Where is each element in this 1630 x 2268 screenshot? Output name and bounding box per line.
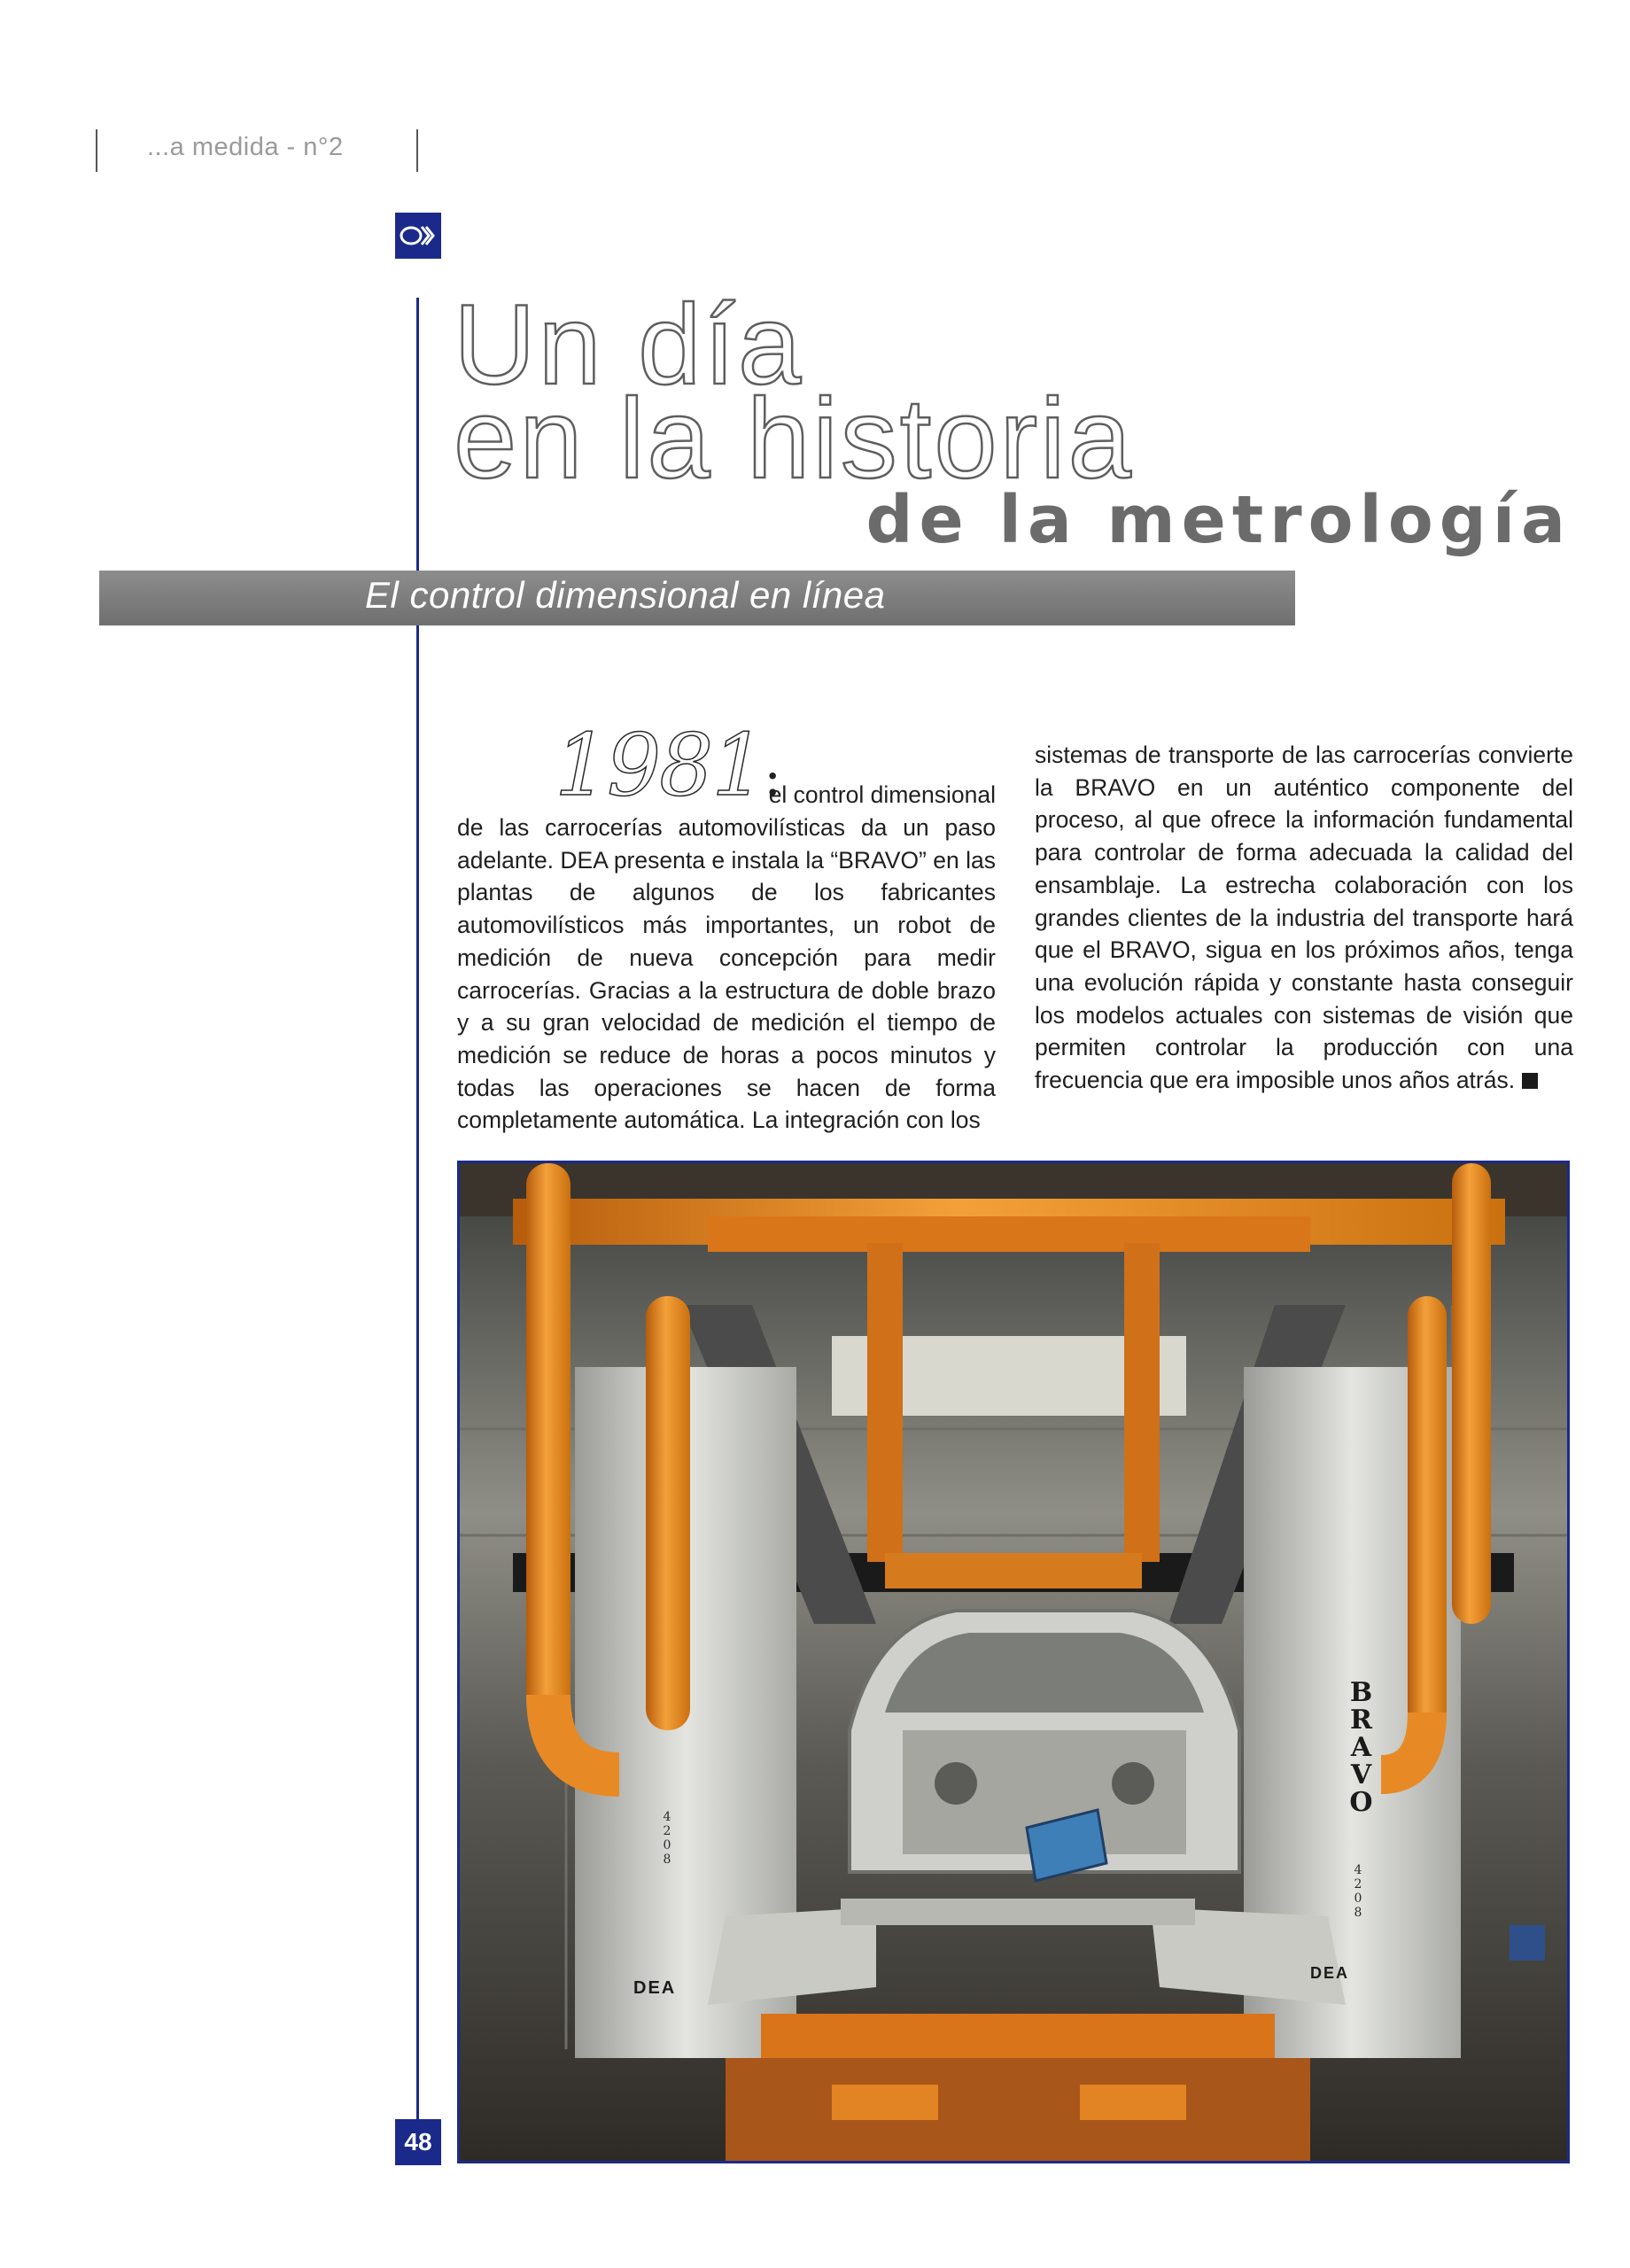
page-title-line-2: en la historia xyxy=(454,376,1134,502)
subtitle: El control dimensional en línea xyxy=(365,574,886,616)
header-divider-right xyxy=(416,129,418,172)
article-lead: el control dimensional xyxy=(768,781,996,809)
page-title-line-3: de la metrología xyxy=(865,482,1572,558)
year-dropcap xyxy=(555,716,780,815)
dea-logo-left: DEA xyxy=(633,1978,677,1998)
left-column-model-label: 4208 xyxy=(660,1810,674,1867)
year-colon: : xyxy=(764,747,780,807)
bravo-measuring-robot-illustration xyxy=(460,1163,1567,2161)
chevron-arrows-icon xyxy=(399,222,438,249)
running-header: ...a medida - n°2 xyxy=(147,133,344,161)
article-left-text: de las carrocerías automovilísticas da un paso adelante. DEA presenta e instala la “BRAVO” en las plantas de algunos de los fabricantes automovilísticos más importantes, un robot de medición de nueva concepción para medir carrocerías. Gracias a la estructura de doble brazo y a su gran velocidad de medición el tiempo de medición se reduce de horas a pocos minutos y todas las operaciones se hacen de forma completamente automática. La integración con los xyxy=(457,814,996,1134)
year-number: 1981 xyxy=(555,716,765,815)
header-divider-left xyxy=(96,129,97,172)
factory-photo xyxy=(457,1161,1570,2163)
bravo-label: BRAVO xyxy=(1346,1677,1377,1814)
article-first-line xyxy=(457,716,996,815)
section-logo xyxy=(395,213,441,259)
article-column-left xyxy=(457,716,996,1137)
article-right-text: sistemas de transporte de las carrocerías convierte la BRAVO en un auténtico componente del proceso, al que ofrece la información fundamental para controlar de forma adecuada la calidad del ensamblaje. La estrecha colaboración con los grandes clientes de la industria del transporte hará que el BRAVO, sigua en los próximos años, tenga una evolución rápida y constante hasta conseguir los modelos actuales con sistemas de visión que permiten controlar la producción con una frecuencia que era imposible unos años atrás. xyxy=(1035,742,1573,1094)
page-title-line-1: Un día xyxy=(454,282,804,408)
article-column-right xyxy=(1035,739,1573,1097)
page-number: 48 xyxy=(395,2119,441,2165)
dea-logo-right: DEA xyxy=(1310,1964,1350,1982)
end-of-article-mark xyxy=(1522,1073,1538,1089)
bravo-model-label: 4208 xyxy=(1351,1863,1365,1920)
